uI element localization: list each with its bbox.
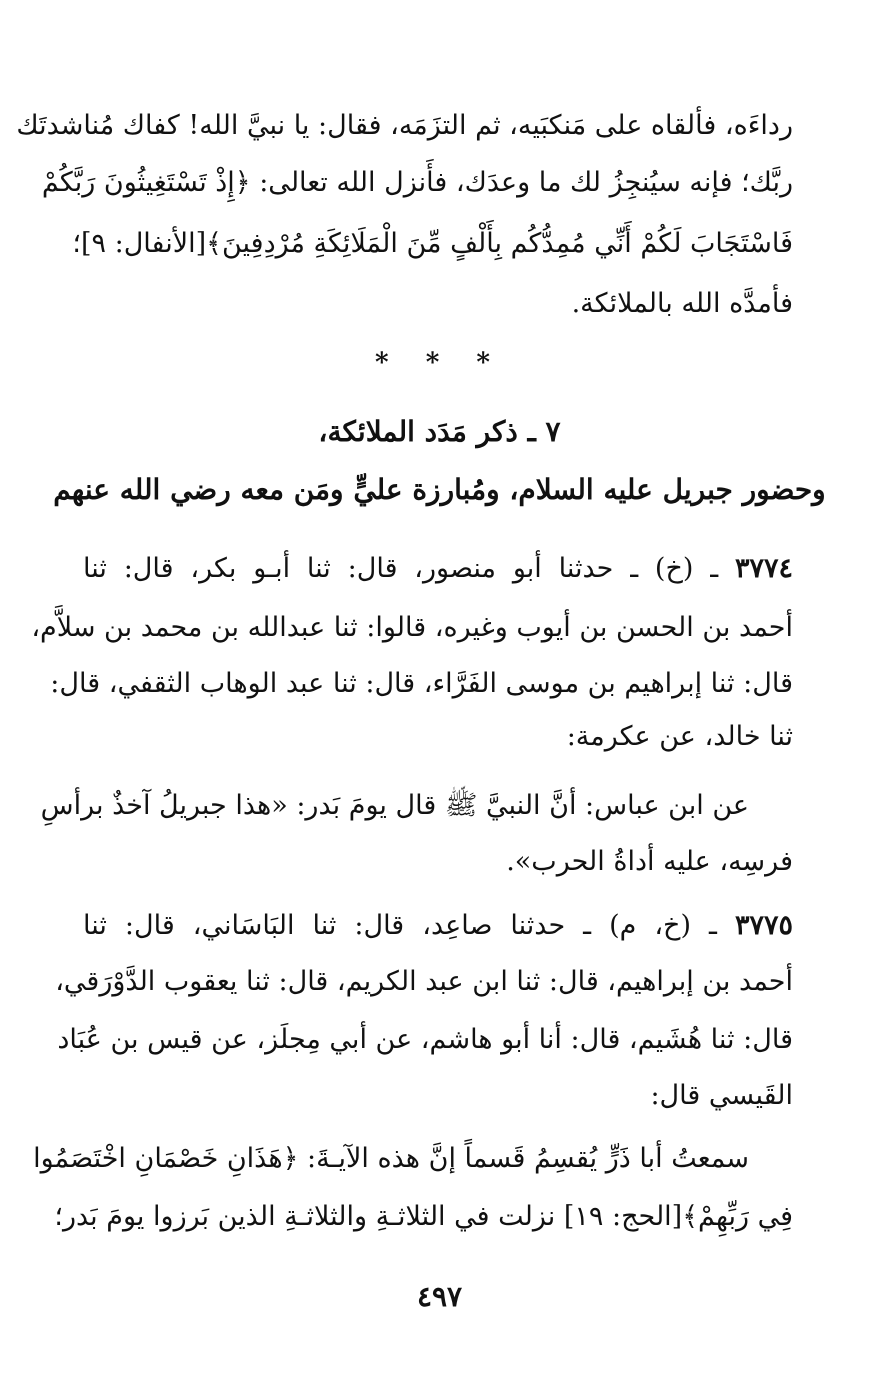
text-line: فَاسْتَجَابَ لَكُمْ أَنِّي مُمِدُّكُم بِأَلْفٍ مِّنَ الْمَلَائِكَةِ مُرْدِفِينَ﴾[الأنفال: ٩]؛ [72,228,793,259]
isnad-text: ـ (خ، م) ـ حدثنا صاعِد، قال: ثنا البَاسَاني، قال: ثنا [83,910,717,941]
hadith-3774-isnad-line: ثنا خالد، عن عكرمة: [566,721,793,752]
page-number: ٤٩٧ [416,1280,463,1313]
isnad-text: ـ (خ) ـ حدثنا أبو منصور، قال: ثنا أبـو بكر، قال: ثنا [83,553,719,584]
text-line: رداءَه، فألقاه على مَنكبَيه، ثم التزَمَه، فقال: يا نبيَّ الله! كفاك مُناشدتَك [16,110,793,141]
section-heading-line-1: ٧ ـ ذكر مَدَد الملائكة، [318,415,561,448]
hadith-3774-matn-line: عن ابن عباس: أنَّ النبيَّ ﷺ قال يومَ بَدر: «هذا جبريلُ آخذٌ برأسِ [40,790,749,821]
hadith-3775-isnad-line: القَيسي قال: [650,1080,793,1111]
hadith-3775-matn-line: سمعتُ أبا ذَرٍّ يُقسِمُ قَسماً إنَّ هذه الآيـةَ: ﴿هَذَانِ خَصْمَانِ اخْتَصَمُوا [33,1143,749,1174]
hadith-number: ٣٧٧٥ [734,910,793,941]
hadith-3774-isnad-line: أحمد بن الحسن بن أيوب وغيره، قالوا: ثنا عبدالله بن محمد بن سلاَّم، [31,612,793,643]
hadith-3775-isnad-line: قال: ثنا هُشَيم، قال: أنا أبو هاشم، عن أبي مِجلَز، عن قيس بن عُبَاد [57,1024,793,1055]
text-line: ربَّك؛ فإنه سيُنجِزُ لك ما وعدَك، فأَنزل الله تعالى: ﴿إِذْ تَسْتَغِيثُونَ رَبَّكُمْ [41,167,793,198]
text-line: فأمدَّه الله بالملائكة. [571,288,793,319]
hadith-3774-isnad-line: قال: ثنا إبراهيم بن موسى الفَرَّاء، قال: ثنا عبد الوهاب الثقفي، قال: [50,668,793,699]
hadith-number: ٣٧٧٤ [734,553,793,584]
hadith-3774-matn-line: فرسِه، عليه أداةُ الحرب». [506,846,793,877]
hadith-3775-matn-line: فِي رَبِّهِمْ﴾[الحج: ١٩] نزلت في الثلاثـةِ والثلاثـةِ الذين بَرزوا يومَ بَدر؛ [54,1201,793,1232]
hadith-3774-isnad-line [83,548,793,590]
section-separator: * * * [375,348,504,378]
section-heading-line-2: وحضور جبريل عليه السلام، ومُبارزة عليٍّ ومَن معه رضي الله عنهم [53,473,826,506]
hadith-3775-isnad-line [83,905,793,947]
hadith-3775-isnad-line: أحمد بن إبراهيم، قال: ثنا ابن عبد الكريم، قال: ثنا يعقوب الدَّوْرَقي، [55,966,793,997]
